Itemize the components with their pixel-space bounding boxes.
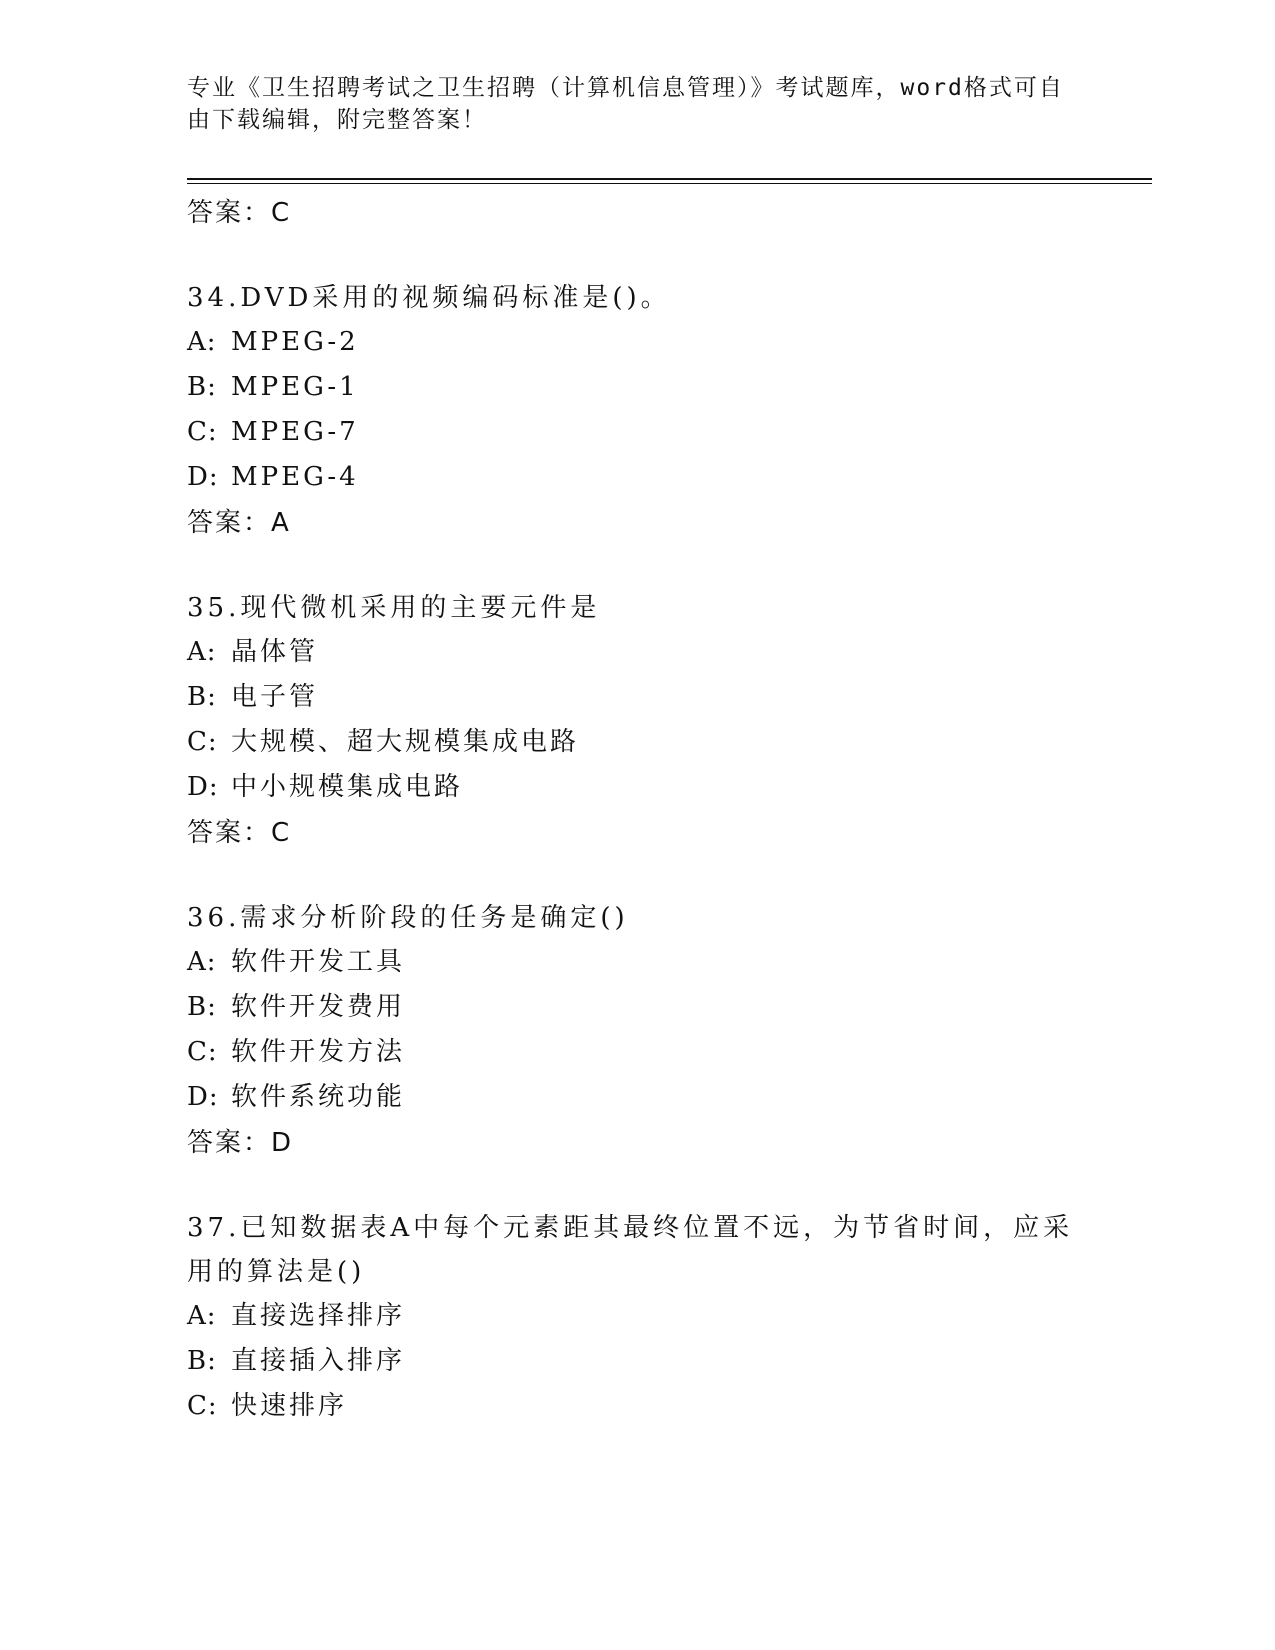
header-divider-thick: [187, 178, 1152, 180]
question-stem: 36.需求分析阶段的任务是确定(): [187, 903, 629, 933]
option-label: A:: [187, 637, 217, 667]
document-header: [187, 72, 1067, 136]
option-label: A:: [187, 947, 217, 977]
option-label: C:: [187, 1037, 218, 1067]
option-text: 电子管: [231, 682, 319, 712]
option-b: [187, 365, 1087, 410]
option-text: 晶体管: [231, 637, 319, 667]
option-text: MPEG-7: [231, 417, 359, 447]
option-text: 直接选择排序: [231, 1301, 406, 1331]
option-text: 软件系统功能: [231, 1082, 406, 1112]
option-b: [187, 985, 1087, 1030]
option-text: 直接插入排序: [231, 1346, 406, 1376]
option-label: B:: [187, 372, 217, 402]
option-label: D:: [187, 1082, 219, 1112]
option-a: [187, 940, 1087, 985]
option-label: B:: [187, 1346, 217, 1376]
answer: 答案：D: [187, 1128, 294, 1158]
option-a: [187, 320, 1087, 365]
question-36: [187, 896, 1087, 1166]
question-list: [187, 190, 1087, 1429]
header-line-1: 专业《卫生招聘考试之卫生招聘（计算机信息管理）》考试题库，word格式可自: [187, 75, 1064, 101]
option-text: MPEG-1: [231, 372, 359, 402]
option-b: [187, 1339, 1087, 1384]
option-text: 大规模、超大规模集成电路: [231, 727, 580, 757]
option-label: A:: [187, 327, 217, 357]
option-label: C:: [187, 1391, 218, 1421]
option-label: B:: [187, 992, 217, 1022]
question-stem: 37.已知数据表A中每个元素距其最终位置不远，为节省时间，应采用的算法是(): [187, 1213, 1074, 1287]
option-label: C:: [187, 417, 218, 447]
option-text: 快速排序: [231, 1391, 348, 1421]
header-line-2: 由下载编辑，附完整答案！: [187, 107, 487, 133]
option-text: 软件开发费用: [231, 992, 406, 1022]
option-label: C:: [187, 727, 218, 757]
option-label: A:: [187, 1301, 217, 1331]
option-d: [187, 455, 1087, 500]
option-b: [187, 675, 1087, 720]
option-c: [187, 1030, 1087, 1075]
option-text: 中小规模集成电路: [231, 772, 464, 802]
option-d: [187, 765, 1087, 810]
option-text: MPEG-2: [231, 327, 359, 357]
option-c: [187, 1384, 1087, 1429]
option-d: [187, 1075, 1087, 1120]
question-stem: 34.DVD采用的视频编码标准是()。: [187, 283, 671, 313]
option-label: D:: [187, 462, 219, 492]
option-text: MPEG-4: [231, 462, 359, 492]
option-text: 软件开发方法: [231, 1037, 406, 1067]
option-a: [187, 630, 1087, 675]
answer: 答案：C: [187, 818, 292, 848]
option-c: [187, 720, 1087, 765]
option-text: 软件开发工具: [231, 947, 406, 977]
header-divider-thin: [187, 183, 1152, 184]
option-label: D:: [187, 772, 219, 802]
option-label: B:: [187, 682, 217, 712]
previous-answer: 答案：C: [187, 198, 292, 228]
answer: 答案：A: [187, 508, 291, 538]
question-stem: 35.现代微机采用的主要元件是: [187, 593, 601, 623]
question-35: [187, 586, 1087, 856]
question-34: [187, 276, 1087, 546]
option-a: [187, 1294, 1087, 1339]
question-37: [187, 1206, 1087, 1429]
option-c: [187, 410, 1087, 455]
